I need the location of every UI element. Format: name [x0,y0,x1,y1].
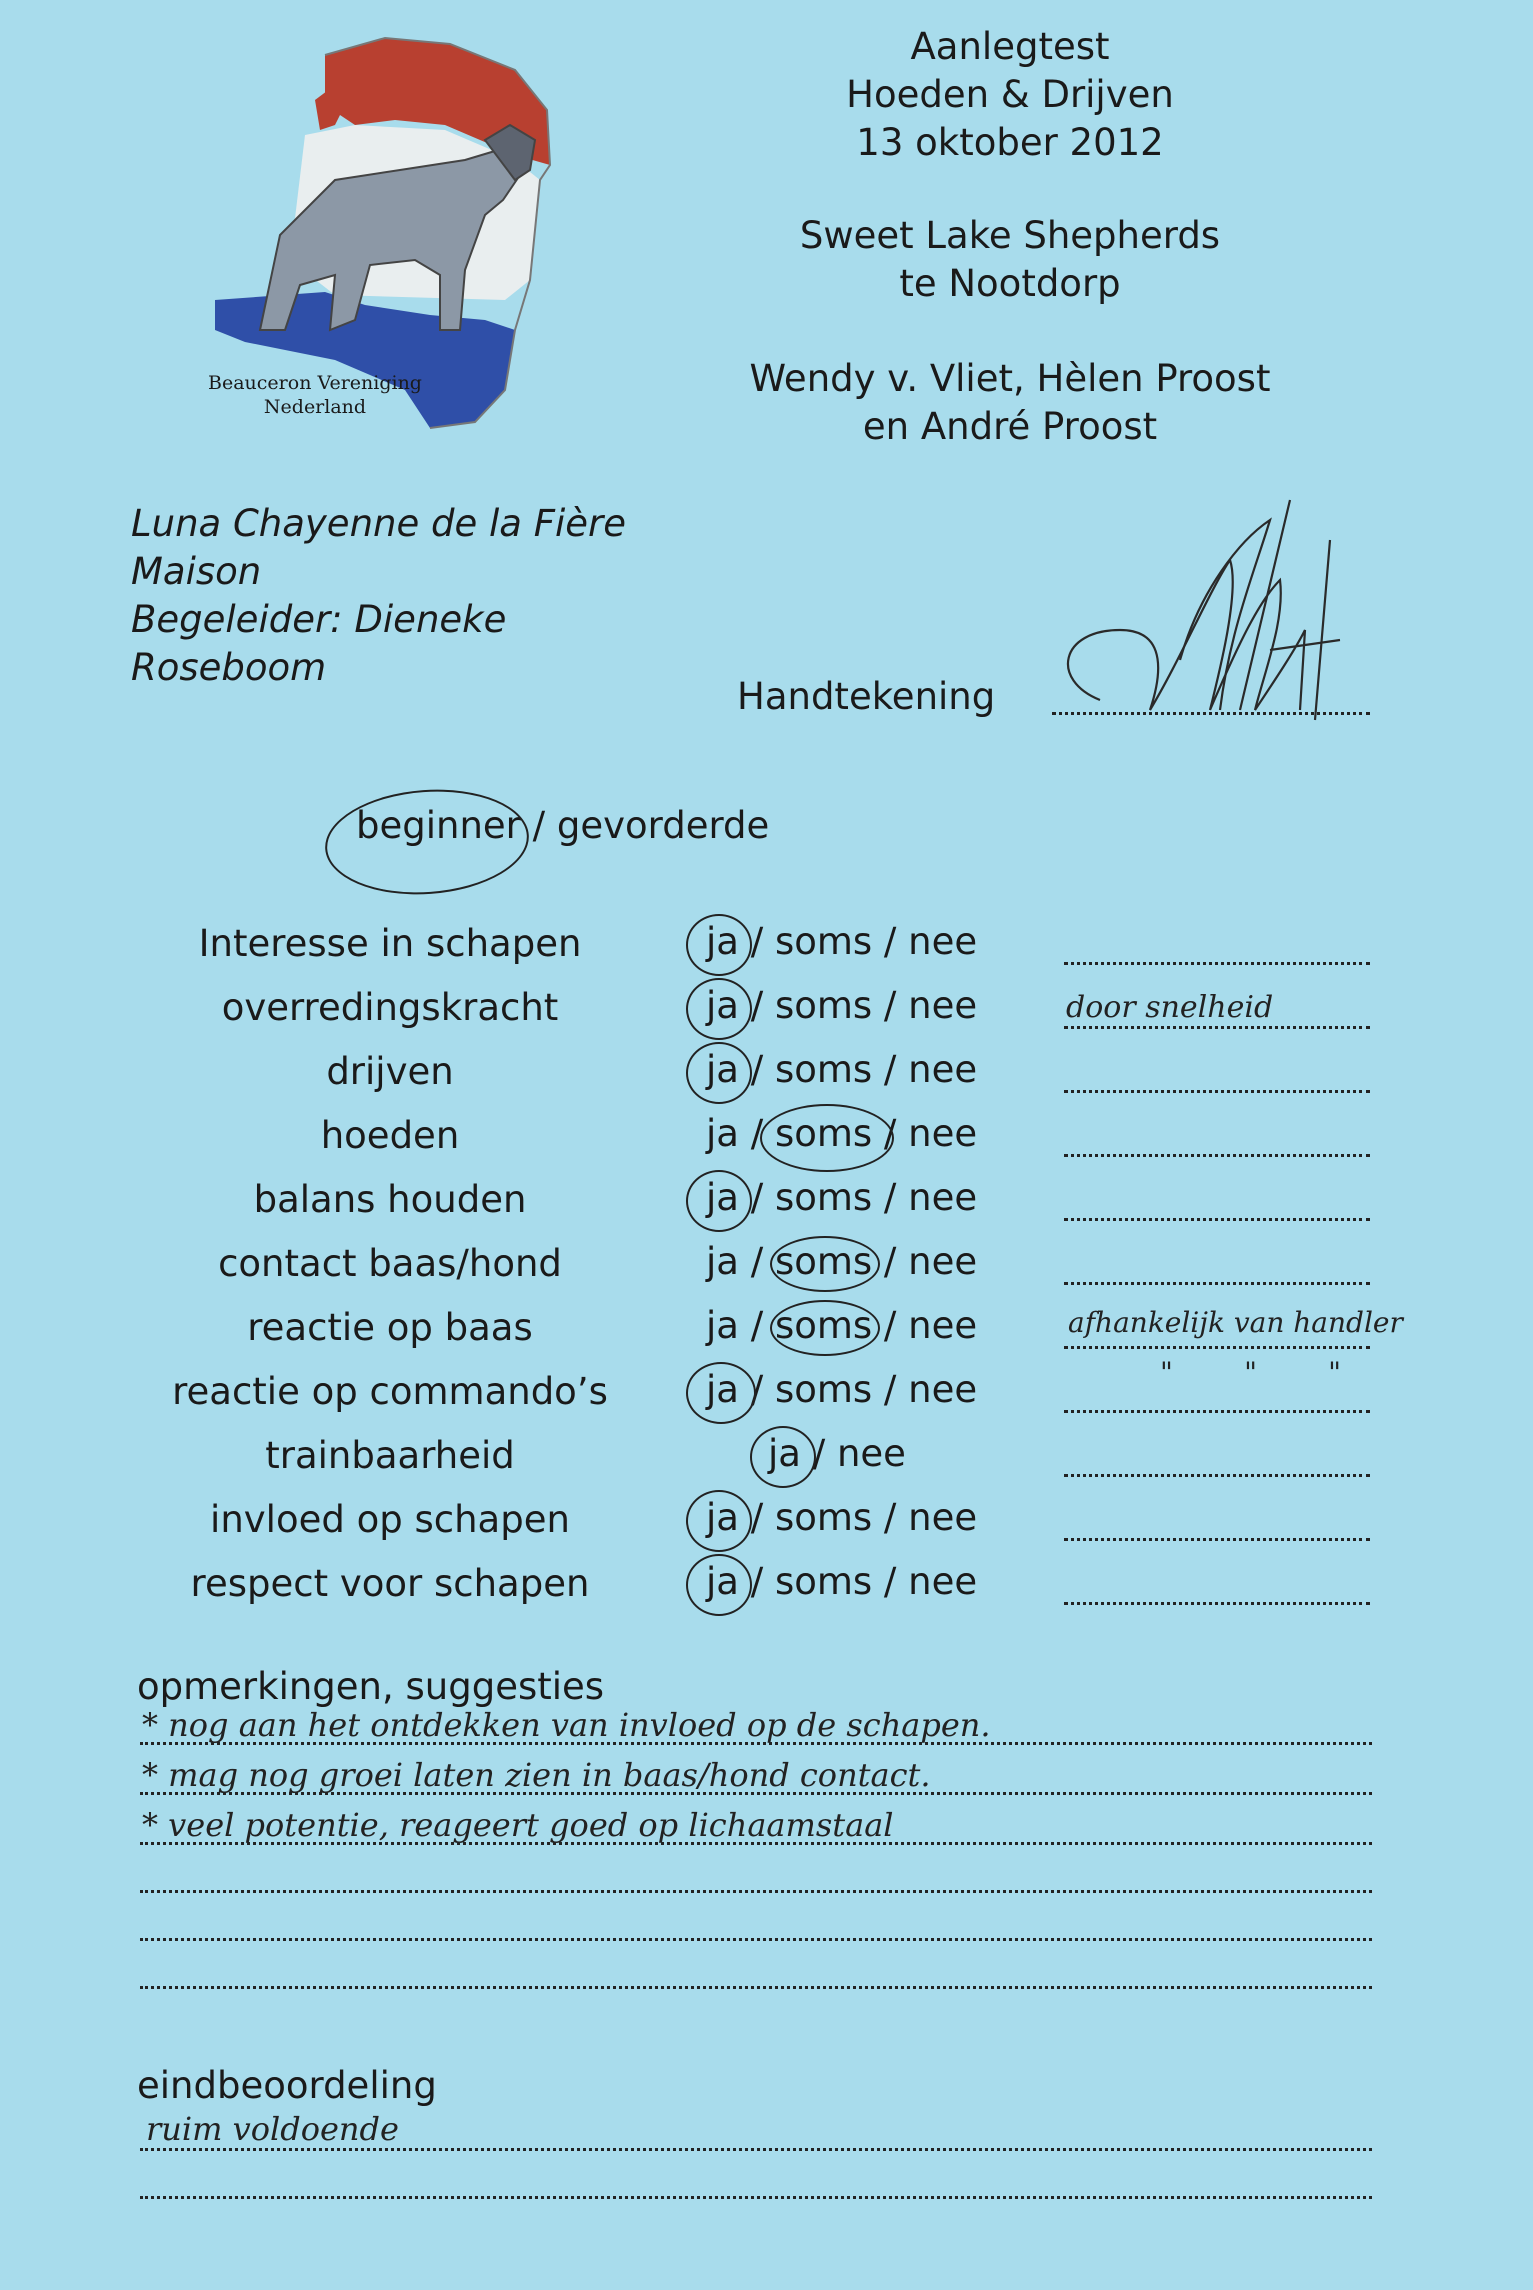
level-options: beginner / gevorderde [356,804,770,847]
criterion-options: ja / soms / nee [706,1048,978,1091]
test-date: 13 oktober 2012 [856,121,1164,164]
criterion-options: ja / soms / nee [706,1368,978,1411]
handler-line2: Roseboom [131,646,327,689]
note-line [1064,1474,1370,1477]
criterion-label: drijven [326,1050,454,1093]
final-heading: eindbeoordeling [137,2064,437,2107]
criterion-note: door snelheid [1066,990,1274,1025]
final-rating: ruim voldoende [146,2110,399,2148]
criterion-label: overredingskracht [221,986,559,1029]
note-line [1064,1218,1370,1221]
selected-option-circle [686,1490,752,1552]
criterion-label: contact baas/hond [218,1242,562,1285]
club-logo [185,30,575,450]
selected-option-circle [760,1104,894,1172]
selected-option-circle [686,1362,756,1424]
selected-option-circle [686,914,752,976]
remark-text: * mag nog groei laten zien in baas/hond contact. [142,1756,931,1794]
criterion-options: ja / soms / nee [706,920,978,963]
remark-text: * veel potentie, reageert goed op lichaamstaal [142,1806,894,1844]
criterion-label: reactie op commando’s [172,1370,608,1413]
criterion-options: ja / soms / nee [706,1304,978,1347]
handwritten-signature [1040,480,1400,760]
criterion-options: ja / soms / nee [706,1112,978,1155]
criterion-options: ja / soms / nee [706,984,978,1027]
note-line [1064,1154,1370,1157]
logo-caption-line2: Nederland [263,396,367,418]
criterion-label: respect voor schapen [190,1562,590,1605]
criterion-options: ja / soms / nee [706,1560,978,1603]
criterion-note: afhankelijk van handler [1068,1306,1403,1339]
selected-option-circle [686,978,752,1040]
note-line [1064,1026,1370,1029]
criterion-options: ja / soms / nee [706,1176,978,1219]
criterion-note: " " " [1160,1356,1342,1389]
criterion-label: invloed op schapen [210,1498,570,1541]
remark-text: * nog aan het ontdekken van invloed op de schapen. [142,1706,991,1744]
final-line [140,2148,1372,2151]
level-selected-circle [322,783,533,901]
remarks-line [140,1938,1372,1941]
note-line [1064,1090,1370,1093]
venue-line2: te Nootdorp [899,262,1121,305]
signature-label: Handtekening [737,675,996,718]
criterion-label: reactie op baas [247,1306,533,1349]
handler-line1: Begeleider: Dieneke [131,598,507,641]
title-line2: Hoeden & Drijven [846,73,1174,116]
venue-line1: Sweet Lake Shepherds [799,214,1221,257]
dog-name-line2: Maison [131,550,262,593]
note-line [1064,962,1370,965]
note-line [1064,1282,1370,1285]
remarks-line [140,1986,1372,1989]
criterion-options: ja / nee [768,1432,906,1475]
logo-caption-line1: Beauceron Vereniging [208,372,422,394]
remarks-heading: opmerkingen, suggesties [137,1665,605,1708]
note-line [1064,1410,1370,1413]
final-line [140,2196,1372,2199]
note-line [1064,1602,1370,1605]
criterion-label: balans houden [253,1178,527,1221]
criterion-options: ja / soms / nee [706,1240,978,1283]
selected-option-circle [686,1170,752,1232]
criterion-label: trainbaarheid [265,1434,515,1477]
note-line [1064,1346,1370,1349]
note-line [1064,1538,1370,1541]
criterion-label: Interesse in schapen [198,922,582,965]
remarks-line [140,1890,1372,1893]
selected-option-circle [770,1236,880,1292]
judges-line2: en André Proost [862,405,1158,448]
judges-line1: Wendy v. Vliet, Hèlen Proost [749,357,1271,400]
dog-name-line1: Luna Chayenne de la Fière [131,502,627,545]
criterion-options: ja / soms / nee [706,1496,978,1539]
selected-option-circle [686,1042,752,1104]
title-line1: Aanlegtest [910,25,1110,68]
criterion-label: hoeden [320,1114,460,1157]
selected-option-circle [750,1426,816,1488]
selected-option-circle [770,1300,880,1356]
selected-option-circle [686,1554,752,1616]
